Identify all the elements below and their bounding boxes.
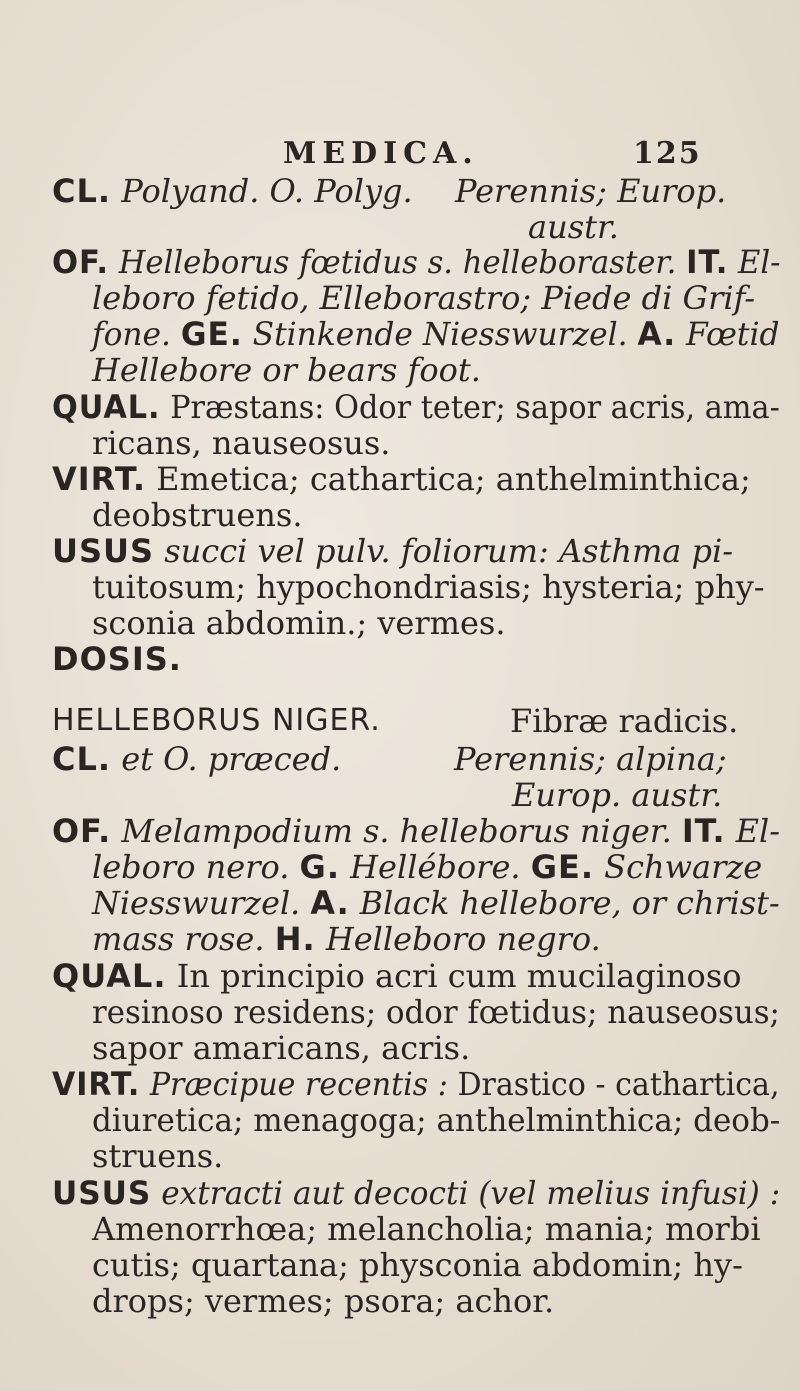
virtus-l3: struens. <box>92 1137 224 1175</box>
virtus: VIRT. Emetica; cathartica; anthelminthica; <box>52 460 751 498</box>
usus-l2: tuitosum; hypochondriasis; hysteria; phy- <box>92 568 765 606</box>
running-title: MEDICA. <box>283 136 479 171</box>
habitat-cont: austr. <box>528 208 619 246</box>
usus-l3: sconia abdomin.; vermes. <box>92 604 506 642</box>
usus: USUS extracti aut decocti (vel melius infusi) : <box>52 1174 781 1212</box>
officinal-names-l4: Hellebore or bears foot. <box>92 351 481 389</box>
qualitas-l2: resinoso residens; odor fœtidus; nauseosus; <box>92 993 780 1031</box>
habitat-cont: Europ. austr. <box>512 776 723 814</box>
dosis: DOSIS. <box>52 640 182 678</box>
officinal-names: OF. Melampodium s. helleborus niger. IT. El- <box>52 812 780 850</box>
qualitas-l3: sapor amaricans, acris. <box>92 1029 471 1067</box>
habitat: Perennis; Europ. <box>455 172 727 210</box>
virtus-l2: diuretica; menagoga; anthelminthica; deob- <box>92 1101 781 1139</box>
officinal-names-l2: leboro fetido, Elleborastro; Piede di Grif- <box>92 279 756 317</box>
usus-l2: Amenorrhœa; melancholia; mania; morbi <box>92 1210 761 1248</box>
page-number: 125 <box>633 136 702 171</box>
officinal-names-l3: fone. GE. Stinkende Niesswurzel. A. Fœtid <box>92 315 780 353</box>
virtus-l2: deobstruens. <box>92 496 303 534</box>
qualitas-l2: ricans, nauseosus. <box>92 424 391 462</box>
officinal-names-l4: mass rose. H. Helleboro negro. <box>92 920 601 958</box>
page-header <box>0 136 800 176</box>
habitat: Perennis; alpina; <box>454 740 727 778</box>
officinal-names: OF. Helleborus fœtidus s. helleboraster. IT. El- <box>52 243 781 281</box>
officinal-names-l2: leboro nero. G. Hellébore. GE. Schwarze <box>92 848 763 886</box>
usus-l4: drops; vermes; psora; achor. <box>92 1282 555 1320</box>
qualitas: QUAL. In principio acri cum mucilaginoso <box>52 957 742 995</box>
classification-line: CL. et O. præced. <box>52 740 342 778</box>
drug-part: Fibræ radicis. <box>510 702 739 740</box>
virtus: VIRT. Præcipue recentis : Drastico - cathartica, <box>52 1065 780 1103</box>
officinal-names-l3: Niesswurzel. A. Black hellebore, or christ- <box>92 884 780 922</box>
usus-l3: cutis; quartana; physconia abdomin; hy- <box>92 1246 743 1284</box>
usus: USUS succi vel pulv. foliorum: Asthma pi- <box>52 532 734 570</box>
qualitas: QUAL. Præstans: Odor teter; sapor acris, ama- <box>52 388 780 426</box>
entry-title: HELLEBORUS NIGER. <box>52 703 381 738</box>
classification-line: CL. Polyand. O. Polyg. <box>52 172 413 210</box>
